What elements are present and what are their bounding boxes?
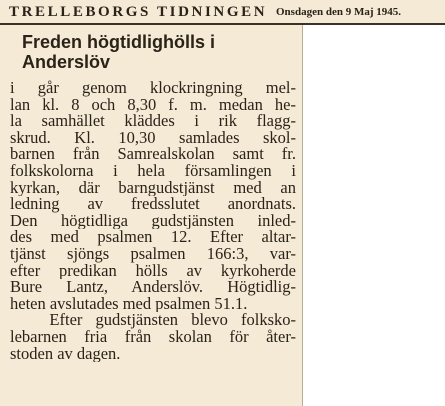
article-headline: Freden högtidlighölls i Anderslöv	[22, 32, 215, 72]
issue-date: Onsdagen den 9 Maj 1945.	[276, 6, 401, 18]
body-line: heten avslutades med psalmen 51.1.	[10, 295, 248, 313]
body-line: ledning av fredsslutet anordnats.	[10, 196, 296, 213]
body-line: efter predikan hölls av kyrkoherde	[10, 262, 296, 280]
body-line: skrud. Kl. 10,30 samlades skol-	[10, 129, 296, 147]
body-line: lebarnen fria från skolan för åter-	[10, 328, 296, 346]
body-line: i går genom klockringning mel-	[10, 80, 296, 97]
body-line: des med psalmen 12. Efter altar-	[10, 229, 296, 246]
body-line: Den högtidliga gudstjänsten inled-	[10, 212, 296, 230]
body-line: lan kl. 8 och 8,30 f. m. medan he-	[10, 96, 296, 114]
body-line: kyrkan, där barngudstjänst med an	[10, 179, 296, 197]
body-line: barnen från Samrealskolan samt fr.	[10, 146, 296, 163]
masthead	[0, 0, 445, 24]
newspaper-name: TRELLEBORGS TIDNINGEN	[9, 4, 268, 20]
body-line: Bure Lantz, Anderslöv. Högtidlig-	[10, 279, 296, 296]
column-border	[302, 25, 303, 406]
body-line: Efter gudstjänsten blevo folksko-	[10, 312, 296, 329]
body-line: stoden av dagen.	[10, 345, 121, 363]
body-line: folkskolorna i hela församlingen i	[10, 162, 296, 180]
body-line: tjänst sjöngs psalmen 166:3, var-	[10, 245, 296, 263]
body-line: la samhället kläddes i rik flagg-	[10, 113, 296, 130]
article-body	[10, 80, 296, 362]
